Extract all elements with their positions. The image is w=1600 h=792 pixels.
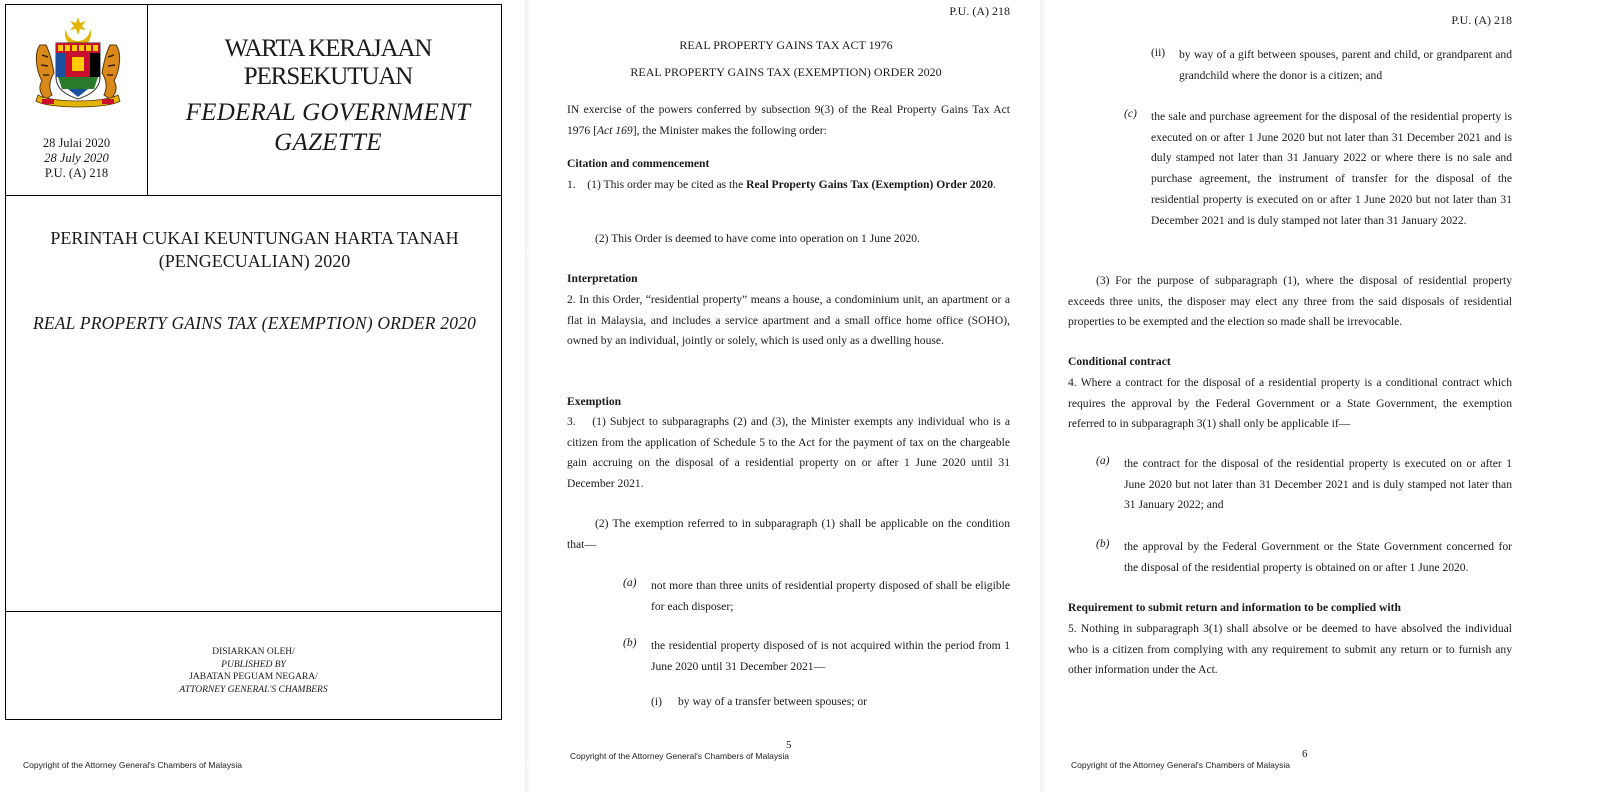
- section-2: 2. In this Order, “residential property” means a house, a condominium unit, an apartment or a flat in Malaysia, and includes a service apartment and a small office home office (SOHO), owned by an individual, jointly or solely, which is used only as a dwelling house.: [567, 293, 1010, 348]
- section-3-number: 3.: [567, 415, 576, 428]
- heading-conditional-contract: Conditional contract: [1068, 355, 1171, 368]
- section-1-1-text: (1) This order may be cited as the: [587, 178, 747, 191]
- gazette-title-english-line1: FEDERAL GOVERNMENT: [185, 99, 471, 126]
- page-6: [1047, 0, 1600, 792]
- section-4-b-label: (b): [1096, 537, 1110, 550]
- act-title: REAL PROPERTY GAINS TAX ACT 1976: [679, 38, 893, 52]
- cover-divider: [6, 611, 501, 612]
- heading-requirement: Requirement to submit return and information to be complied with: [1068, 601, 1401, 614]
- published-by-malay: DISIARKAN OLEH/: [212, 647, 295, 657]
- page-number: 6: [1302, 748, 1308, 760]
- section-5: 5. Nothing in subparagraph 3(1) shall absolve or be deemed to have absolved the individual who is a citizen from complying with any requirement to submit any return or to furnish any other information under the Act.: [1068, 622, 1512, 677]
- order-title-malay-line2: (PENGECUALIAN) 2020: [158, 251, 351, 271]
- preamble-text-a: IN exercise of the powers conferred by subsection 9(3) of the Real Property Gains Tax Act 1976 [: [567, 103, 1010, 137]
- section-4: 4. Where a contract for the disposal of a residential property is a conditional contract which requires the approval by the Federal Government or a State Government, the exemption referred to in subparagraph 3(1) shall only be applicable if—: [1068, 376, 1512, 431]
- cover-header-left: [6, 5, 148, 195]
- section-4-a-text: the contract for the disposal of the residential property is executed on or after 1 June 2020 but not later than 31 December 2021 and is duly stamped not later than 31 January 2022; and: [1124, 457, 1512, 512]
- published-by-english: PUBLISHED BY: [221, 659, 286, 670]
- preamble-act: Act 169: [596, 123, 633, 137]
- cover-pu-ref: P.U. (A) 218: [44, 166, 109, 180]
- item-a-label: (a): [623, 576, 637, 589]
- section-1-1: [567, 175, 1010, 196]
- copyright-notice: Copyright of the Attorney General's Chambers of Malaysia: [23, 760, 242, 770]
- page-gap: [1040, 0, 1046, 792]
- item-c-label: (c): [1124, 107, 1137, 120]
- order-title-malay: [26, 227, 483, 273]
- heading-interpretation: Interpretation: [567, 272, 638, 285]
- preamble: [567, 100, 1010, 141]
- cover-header: [6, 5, 501, 196]
- page-gap: [525, 0, 531, 792]
- section-3-1-text: (1) Subject to subparagraphs (2) and (3), the Minister exempts any individual who is a citizen from the application of Schedule 5 to the Act for the payment of tax on the chargeable gain accruing on the disposal of a residential property on or after 1 June 2020 until 31 December 2021.: [567, 415, 1011, 491]
- page-pu-ref: P.U. (A) 218: [1451, 13, 1512, 27]
- cover-frame: [5, 4, 502, 720]
- cover-date-malay: 28 Julai 2020: [42, 136, 111, 150]
- heading-exemption: Exemption: [567, 395, 622, 408]
- cover-date-english: 28 July 2020: [44, 151, 109, 165]
- page-5: [532, 0, 1040, 792]
- section-1-number: 1.: [567, 178, 576, 191]
- section-3-2: (2) The exemption referred to in subparagraph (1) shall be applicable on the condition that—: [567, 517, 1010, 551]
- cover-page: [0, 0, 525, 792]
- section-3-3: (3) For the purpose of subparagraph (1), where the disposal of residential property exceeds three units, the disposer may elect any three from the said disposals of residential properties to be exempted and the election so made shall be irrevocable.: [1068, 274, 1512, 329]
- heading-citation: Citation and commencement: [567, 157, 710, 170]
- section-4-a-label: (a): [1096, 454, 1110, 467]
- section-4-b-text: the approval by the Federal Government or the State Government concerned for the disposal of the residential property is obtained on or after 1 June 2020.: [1124, 540, 1512, 574]
- item-b-ii-label: (ii): [1151, 46, 1166, 59]
- item-b-text: the residential property disposed of is not acquired within the period from 1 June 2020 until 31 December 2021—: [651, 639, 1010, 673]
- page-number: 5: [786, 739, 792, 751]
- item-b-ii-text: by way of a gift between spouses, parent and child, or grandparent and grandchild where the donor is a citizen; and: [1179, 48, 1512, 82]
- page-pu-ref: P.U. (A) 218: [949, 4, 1010, 18]
- gazette-title-english: [153, 98, 503, 158]
- section-3-1: [567, 412, 1010, 495]
- order-title: REAL PROPERTY GAINS TAX (EXEMPTION) ORDER 2020: [630, 65, 942, 79]
- coat-of-arms-icon: [28, 15, 128, 113]
- item-b-label: (b): [623, 636, 637, 649]
- copyright-notice: Copyright of the Attorney General's Chambers of Malaysia: [570, 751, 789, 761]
- publisher-english: ATTORNEY GENERAL'S CHAMBERS: [179, 684, 328, 695]
- gazette-title-malay: WARTA KERAJAAN PERSEKUTUAN: [224, 35, 432, 90]
- publisher-malay: JABATAN PEGUAM NEGARA/: [189, 672, 318, 682]
- order-title-malay-line1: PERINTAH CUKAI KEUNTUNGAN HARTA TANAH: [50, 228, 459, 248]
- item-b-i-text: by way of a transfer between spouses; or: [678, 695, 867, 708]
- gazette-title-english-line2: GAZETTE: [274, 129, 382, 156]
- order-short-title: Real Property Gains Tax (Exemption) Order 2020: [746, 178, 994, 191]
- item-a-text: not more than three units of residential property disposed of shall be eligible for each disposer;: [651, 579, 1010, 613]
- preamble-text-b: ], the Minister makes the following order:: [632, 123, 827, 137]
- section-1-2: (2) This Order is deemed to have come into operation on 1 June 2020.: [595, 232, 920, 245]
- order-title-english: REAL PROPERTY GAINS TAX (EXEMPTION) ORDER 2020: [32, 313, 477, 333]
- copyright-notice: Copyright of the Attorney General's Chambers of Malaysia: [1071, 760, 1290, 770]
- section-1-1-end: .: [993, 178, 996, 191]
- item-c-text: the sale and purchase agreement for the disposal of the residential property is executed on or after 1 June 2020 but not later than 31 December 2021 and is duly stamped not later than 31 January 2022 or where there is no sale and purchase agreement, the instrument of transfer for the disposal of the residential property is executed on or after 1 June 2020 but not later than 31 December 2021 and is duly stamped not later than 31 January 2022.: [1151, 110, 1512, 227]
- item-b-i-label: (i): [651, 695, 662, 708]
